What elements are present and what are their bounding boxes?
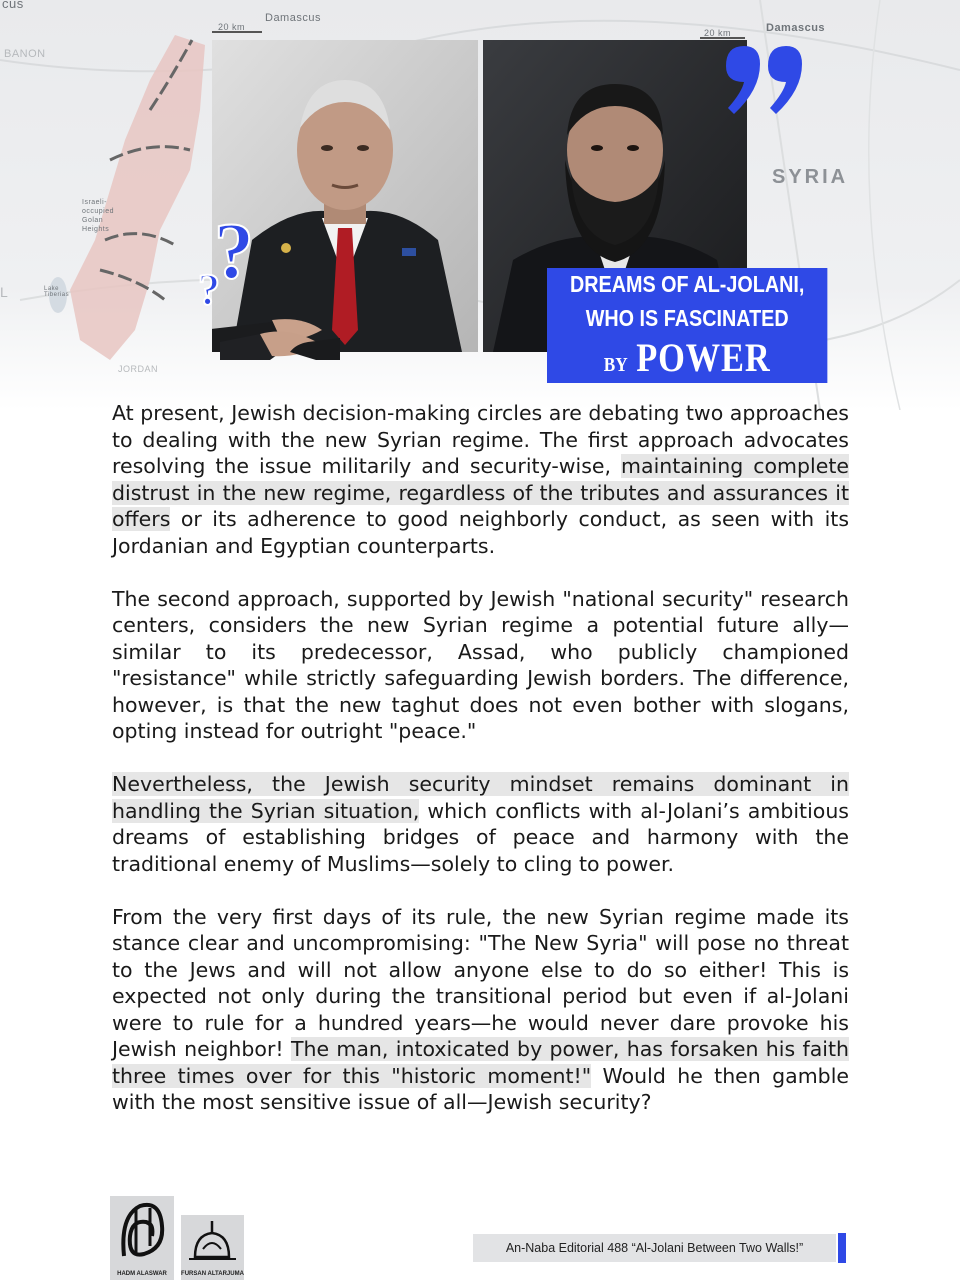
- paragraph-2: The second approach, supported by Jewish "national security" research centers, considers the new Syrian regime a potential future ally—similar to its predecessor, Assad, who publicly championed "resistance" while strictly safeguarding Jewish borders. The difference, however, is that the new taghut does not even bother with slogans, opting instead for outright "peace.": [112, 586, 849, 743]
- paragraph-3-highlight: Nevertheless, the Jewish security mindset remains dominant in handling the Syrian situation,: [112, 772, 849, 823]
- paragraph-4: [112, 904, 849, 1116]
- map-label-golan: Israeli-occupied Golan Heights: [82, 199, 115, 233]
- headline-power: POWER: [636, 335, 771, 380]
- map-label-edge: L: [0, 284, 9, 300]
- map-label-damascus-right: Damascus: [766, 22, 826, 34]
- headline-line-3: [547, 336, 827, 383]
- headline-line-1: DREAMS OF AL-JOLANI,: [547, 268, 827, 302]
- paragraph-1-text-b: or its adherence to good neighborly conduct, as seen with its Jordanian and Egyptian counterparts.: [112, 507, 849, 558]
- source-accent-bar: [838, 1233, 846, 1263]
- paragraph-4-highlight: The man, intoxicated by power, has forsaken his faith three times over for this "historic moment!": [112, 1037, 849, 1088]
- paragraph-4-text-b: Would he then gamble with the most sensitive issue of all—Jewish security?: [112, 1063, 850, 1114]
- article-body: [112, 400, 849, 1142]
- header-banner: [0, 0, 960, 410]
- handshake-icon: [220, 312, 340, 372]
- paragraph-3-text: which conflicts with al-Jolani’s ambitious dreams of establishing bridges of peace and harmony with the traditional enemy of Muslims—solely to cling to power.: [112, 798, 849, 876]
- paragraph-3: [112, 771, 849, 877]
- headline: [547, 268, 821, 383]
- headline-by: BY: [603, 354, 628, 376]
- dome-logo-icon: [181, 1215, 244, 1267]
- logo-fursan-altarjuma: [181, 1215, 244, 1280]
- logo-hadm-alaswar: [110, 1196, 174, 1280]
- map-label-syria: SYRIA: [772, 166, 849, 188]
- headline-line-2: WHO IS FASCINATED: [547, 302, 827, 336]
- logo-2-caption: FURSAN ALTARJUMA: [181, 1271, 244, 1277]
- svg-text:?: ?: [198, 265, 220, 308]
- map-label-top-left: cus: [2, 0, 24, 11]
- map-label-damascus: Damascus: [265, 12, 321, 24]
- paragraph-1-highlight: maintaining complete distrust in the new regime, regardless of the tributes and assurances it offers: [112, 454, 850, 531]
- source-citation: An-Naba Editorial 488 “Al-Jolani Between Two Walls!”: [473, 1234, 836, 1262]
- logo-1-caption: HADM ALASWAR: [117, 1271, 167, 1277]
- svg-text:?: ?: [214, 208, 254, 296]
- paragraph-1-text-a: At present, Jewish decision-making circles are debating two approaches to dealing with the new Syrian regime. The first approach advocates resolving the issue militarily and security-wise,: [112, 401, 849, 478]
- map-label-scale-right: 20 km: [704, 28, 732, 38]
- map-label-lake: Lake Tiberias: [44, 286, 70, 298]
- quote-mark-icon: [720, 38, 810, 128]
- paragraph-1: [112, 400, 849, 559]
- question-mark-icon: [196, 208, 266, 308]
- map-label-lebanon: BANON: [4, 48, 46, 60]
- paragraph-4-text-a: From the very first days of its rule, the new Syrian regime made its stance clear and uncompromising: "The New Syria" will pose no threat to the Jews and will not allow anyone else to do so either! This is expected not only during the transitional period but even if al-Jolani were to rule for a hundred years—he would never dare provoke his Jewish neighbor!: [112, 904, 849, 1061]
- calligraphy-logo-icon: [110, 1196, 174, 1266]
- map-label-jordan: JORDAN: [118, 364, 159, 374]
- map-label-scale: 20 km: [218, 22, 246, 32]
